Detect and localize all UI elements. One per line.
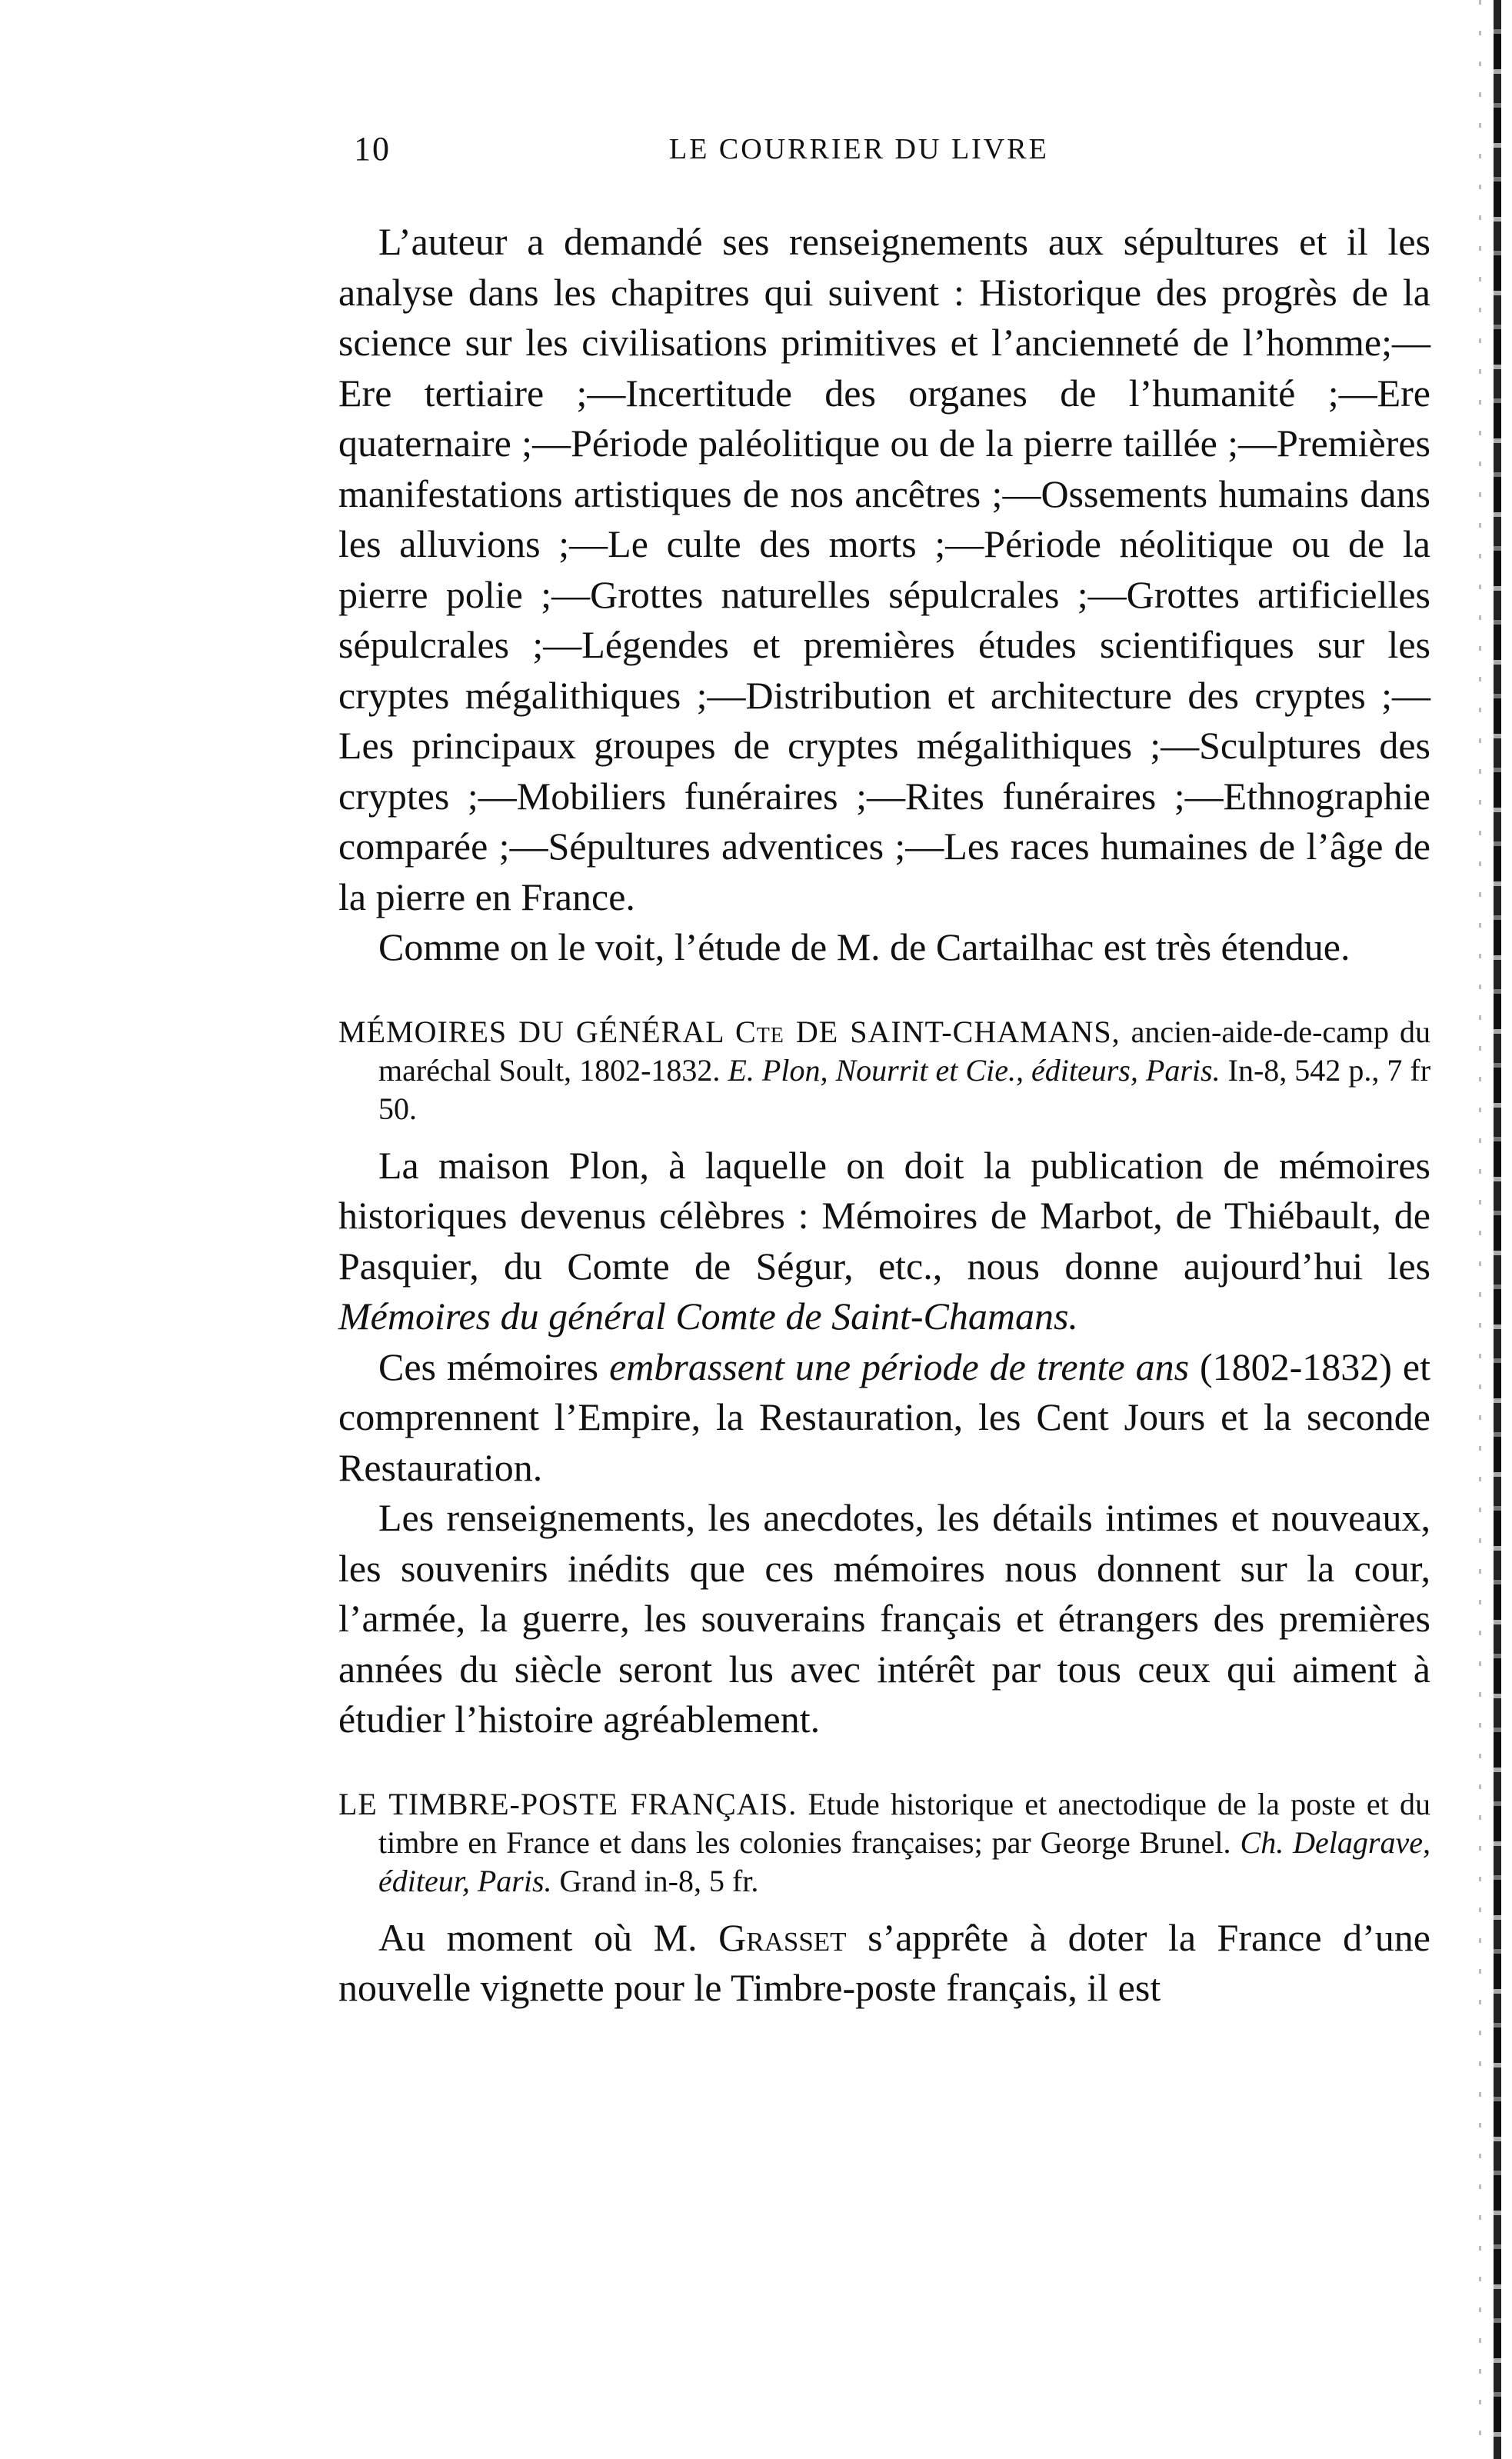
- bibliographic-entry-timbre: [338, 1785, 1430, 1901]
- entry-title: LE TIMBRE-POSTE FRANÇAIS.: [338, 1786, 798, 1821]
- italic-phrase: embrassent une période de trente ans: [609, 1344, 1190, 1388]
- review-paragraph: [338, 1342, 1430, 1494]
- review-text: s’apprête à doter la France d’une nouvelle vignette pour le Timbre-poste français, il est: [338, 1915, 1430, 2009]
- review-paragraph: Les renseignements, les anecdotes, les détails intimes et nouveaux, les souvenirs inédits que ces mémoires nous donnent sur la cour, l’armée, la guerre, les souverains français et étrangers des premières années du siècle seront lus avec intérêt par tous ceux qui aiment à étudier l’histoire agréablement.: [338, 1496, 1430, 1741]
- entry-description: Etude historique et anectodique de la poste et du timbre en France et dans les colonies françaises; par George Brunel.: [378, 1786, 1431, 1860]
- page-header: [354, 129, 1430, 175]
- page-edge-border: [1494, 0, 1501, 2459]
- page-number: 10: [354, 130, 391, 168]
- review-paragraph: [338, 1913, 1430, 2014]
- review-paragraph: [338, 1141, 1430, 1342]
- page-content: [338, 217, 1430, 2014]
- entry-publisher: E. Plon, Nourrit et Cie., éditeurs, Paris.: [728, 1052, 1221, 1088]
- page-edge-artifact: [1479, 0, 1481, 2459]
- review-text: Ces mémoires: [378, 1344, 610, 1388]
- paragraph-chapter-list: L’auteur a demandé ses renseignements aux sépultures et il les analyse dans les chapitres qui suivent : Historique des progrès de la science sur les civilisations primitives et l’ancienneté de l’homme;—Ere tertiaire ;—Incertitude des organes de l’humanité ;—Ere quaternaire ;—Période paléolitique ou de la pierre taillée ;—Premières manifestations artistiques de nos ancêtres ;—Ossements humains dans les alluvions ;—Le culte des morts ;—Période néolitique ou de la pierre polie ;—Grottes naturelles sépulcrales ;—Grottes artificielles sépulcrales ;—Légendes et premières études scientifiques sur les cryptes mégalithiques ;—Distribution et architecture des cryptes ;—Les principaux groupes de cryptes mégalithiques ;—Sculptures des cryptes ;—Mobiliers funéraires ;—Rites funéraires ;—Ethnographie comparée ;—Sépultures adventices ;—Les races humaines de l’âge de la pierre en France.: [338, 220, 1430, 918]
- entry-description: ancien-aide-de-camp du maréchal Soult, 1802-1832.: [378, 1014, 1430, 1088]
- person-name: Grasset: [718, 1915, 847, 1959]
- review-text: (1802-1832) et comprennent l’Empire, la Restauration, les Cent Jours et la seconde Restauration.: [338, 1344, 1431, 1489]
- entry-format: In-8, 542 p., 7 fr 50.: [378, 1052, 1431, 1126]
- running-title: LE COURRIER DU LIVRE: [669, 133, 1049, 165]
- review-text: La maison Plon, à laquelle on doit la publication de mémoires historiques devenus célèbres : Mémoires de Marbot, de Thiébault, de Pasquier, du Comte de Ségur, etc., nous donne aujourd’hui les: [338, 1143, 1430, 1288]
- paragraph-study-scope: Comme on le voit, l’étude de M. de Cartailhac est très étendue.: [378, 925, 1350, 968]
- entry-publisher: Ch. Delagrave, éditeur, Paris.: [378, 1824, 1430, 1898]
- review-text: Au moment où M.: [378, 1915, 719, 1959]
- entry-format: Grand in-8, 5 fr.: [551, 1863, 759, 1898]
- book-title-italic: Mémoires du général Comte de Saint-Chamans.: [338, 1294, 1078, 1338]
- entry-title: MÉMOIRES DU GÉNÉRAL Cte DE SAINT-CHAMANS,: [338, 1014, 1121, 1049]
- bibliographic-entry-memoires: [338, 1013, 1430, 1128]
